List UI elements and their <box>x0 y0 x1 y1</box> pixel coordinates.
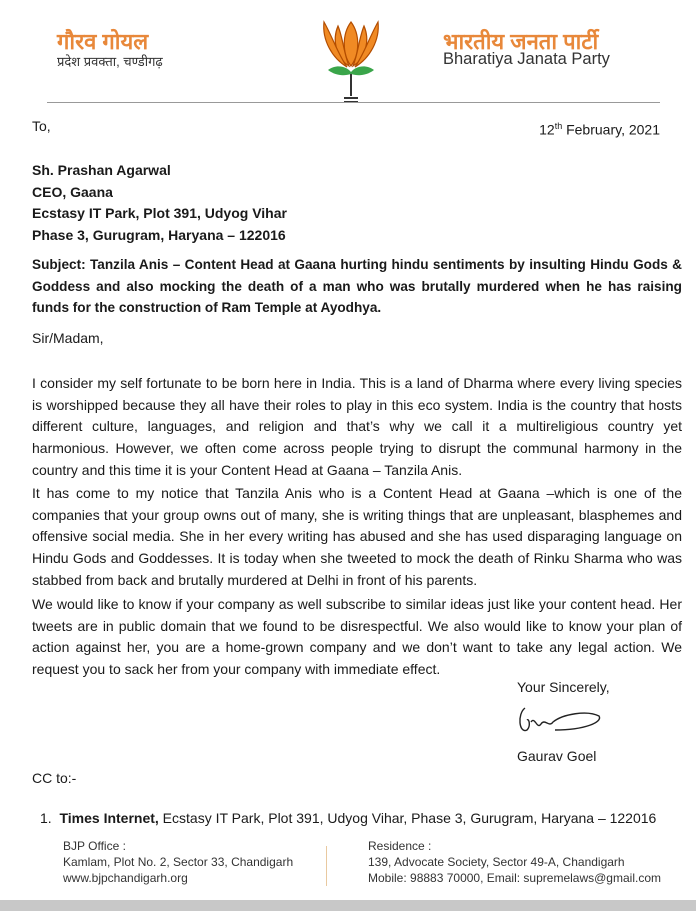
cc-org: Times Internet, <box>59 810 159 826</box>
bjp-lotus-logo-icon <box>318 14 384 106</box>
signature-icon <box>515 700 605 740</box>
date-day: 12 <box>539 121 555 138</box>
party-name-english: Bharatiya Janata Party <box>443 50 610 68</box>
footer-office <box>63 838 293 886</box>
author-name-hindi: गौरव गोयल <box>57 29 149 54</box>
address-line: Ecstasy IT Park, Plot 391, Udyog Vihar <box>32 205 287 221</box>
author-designation-hindi: प्रदेश प्रवक्ता, चण्डीगढ़ <box>57 54 163 69</box>
residence-title: Residence : <box>368 839 432 853</box>
letter-subject: Subject: Tanzila Anis – Content Head at Gaana hurting hindu sentiments by insulting Hindu Gods & Goddess and also mocking the death of a man who was brutally murdered when he has raising funds for the construction of Ram Temple at Ayodhya. <box>32 257 682 315</box>
office-address: Kamlam, Plot No. 2, Sector 33, Chandigarh <box>63 855 294 869</box>
office-title: BJP Office : <box>63 839 126 853</box>
cc-label: CC to:- <box>32 770 77 786</box>
recipient-to: To, <box>32 118 51 134</box>
party-name-hindi: भारतीय जनता पार्टी <box>443 29 599 54</box>
footer-divider <box>326 846 327 886</box>
date-month-year: February, 2021 <box>562 121 660 138</box>
letter-date <box>539 116 660 141</box>
cc-address: Ecstasy IT Park, Plot 391, Udyog Vihar, Phase 3, Gurugram, Haryana – 122016 <box>158 810 657 826</box>
salutation: Sir/Madam, <box>32 330 104 346</box>
residence-address: 139, Advocate Society, Sector 49-A, Chandigarh <box>368 855 625 869</box>
header-divider <box>47 102 660 103</box>
date-suffix: th <box>554 121 563 131</box>
address-line: CEO, Gaana <box>32 183 113 200</box>
body-paragraph: I consider my self fortunate to be born here in India. This is a land of Dharma where every living species is worshipped because they all have their roles to play in this eco system. India is the country that hosts different culture, languages, and religion and that’s why we call it a multireligious country yet harmonious. However, we often come across people trying to disrupt the communal harmony in the country and this time it is your Content Head at Gaana – Tanzila Anis. <box>32 375 682 478</box>
footer-residence <box>368 838 661 886</box>
address-line: Sh. Prashan Agarwal <box>32 162 171 178</box>
address-line: Phase 3, Gurugram, Haryana – 122016 <box>32 226 286 243</box>
page-bottom-edge <box>0 900 696 911</box>
cc-number: 1. <box>40 810 52 826</box>
signatory-name: Gaurav Goel <box>517 748 597 764</box>
recipient-address <box>32 160 287 246</box>
body-paragraph: We would like to know if your company as well subscribe to similar ideas just like your content head. Her tweets are in public domain that we found to be disrespectful. We also would like to know your plan of action against her, you are a home-grown company and we don’t want to take any legal action. We request you to sack her from your company with immediate effect. <box>32 596 682 678</box>
closing: Your Sincerely, <box>517 679 610 695</box>
office-website: www.bjpchandigarh.org <box>63 871 188 885</box>
residence-contact: Mobile: 98883 70000, Email: supremelaws@gmail.com <box>368 871 661 885</box>
cc-item <box>40 808 656 830</box>
body-paragraph: It has come to my notice that Tanzila Anis who is a Content Head at Gaana –which is one of the companies that your group owns out of many, she is writing things that are unpleasant, blasphemes and offensive social media. She in her every writing has abused and she has used disparaging language on Hindu Gods and Goddesses. It is today when she tweeted to mock the death of Rinku Sharma who was stabbed from back and brutally murdered at Delhi in front of his parents. <box>32 485 682 588</box>
